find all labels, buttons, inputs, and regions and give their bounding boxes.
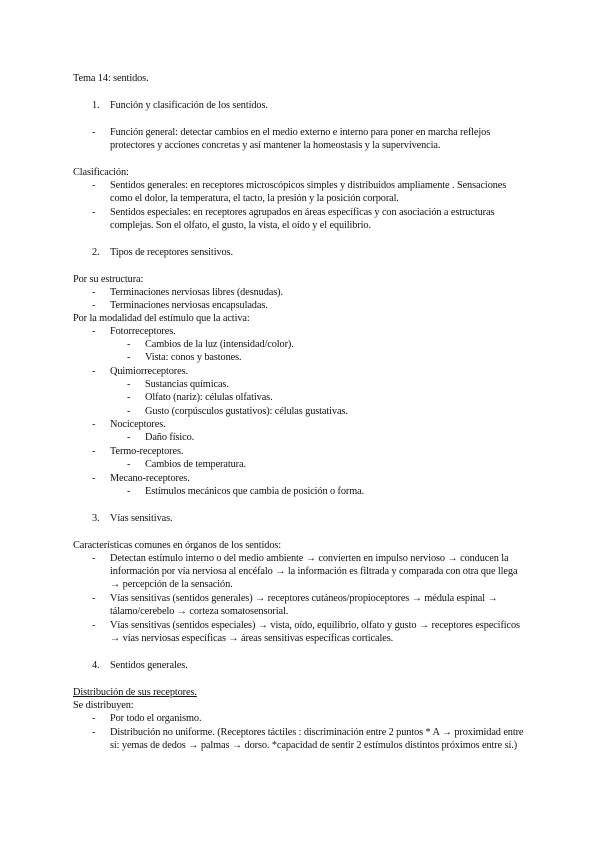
estructura-label: Por su estructura: [73,274,144,285]
caracteristicas-item: Detectan estímulo interno o del medio ambiente → convierten en impulso nervioso → conducen la [110,553,509,564]
modalidad-subitem: Cambios de temperatura. [145,459,246,470]
distribucion-item: sí: yemas de dedos → palmas → dorso. *capacidad de sentir 2 estímulos distintos próximos entre sí.) [110,740,518,751]
caracteristicas-item: Vías sensitivas (sentidos generales) → receptores cutáneos/propioceptores → médula espinal → [110,593,498,604]
section-1-heading: Función y clasificación de los sentidos. [110,100,268,111]
modalidad-subitem: Sustancias químicas. [145,379,229,390]
caracteristicas-item: → percepción de la sensación. [110,579,233,590]
bullet-dash: - [92,727,96,738]
clasificacion-label: Clasificación: [73,167,129,178]
bullet-dash: - [92,300,96,311]
clasificacion-item: Sentidos especiales: en receptores agrupados en áreas específicas y con asociación a estructuras [110,207,495,218]
sub-bullet-dash: - [127,339,131,350]
section-4-heading: Sentidos generales. [110,660,188,671]
bullet-dash: - [92,207,96,218]
sub-bullet-dash: - [127,352,131,363]
section-4-number: 4. [92,660,100,671]
bullet-dash: - [92,326,96,337]
bullet-dash: - [92,620,96,631]
section-3-heading: Vías sensitivas. [110,513,173,524]
se-distribuyen-label: Se distribuyen: [73,700,134,711]
bullet-dash: - [92,287,96,298]
caracteristicas-item: Vías sensitivas (sentidos especiales) → vista, oído, equilibrio, olfato y gusto → receptores específicos [110,620,520,631]
bullet-dash: - [92,593,96,604]
modalidad-item: Nociceptores. [110,419,166,430]
bullet-dash: - [92,446,96,457]
modalidad-subitem: Vista: conos y bastones. [145,352,242,363]
distribucion-item: Distribución no uniforme. (Receptores táctiles : discriminación entre 2 puntos * A → proximidad entre [110,727,524,738]
sub-bullet-dash: - [127,406,131,417]
bullet-dash: - [92,419,96,430]
clasificacion-item: complejas. Son el olfato, el gusto, la vista, el oído y el equilibrio. [110,220,371,231]
funcion-general-line: protectores y acciones concretas y así mantener la homeostasis y la supervivencia. [110,140,441,151]
estructura-item: Terminaciones nerviosas encapsuladas. [110,300,268,311]
distribucion-heading: Distribución de sus receptores. [73,687,197,698]
bullet-dash: - [92,553,96,564]
sub-bullet-dash: - [127,459,131,470]
sub-bullet-dash: - [127,486,131,497]
modalidad-item: Mecano-receptores. [110,473,190,484]
modalidad-subitem: Daño físico. [145,432,195,443]
sub-bullet-dash: - [127,432,131,443]
distribucion-item: Por todo el organismo. [110,713,202,724]
funcion-general-line: Función general: detectar cambios en el medio externo e interno para poner en marcha reflejos [110,127,491,138]
bullet-dash: - [92,127,96,138]
clasificacion-item: Sentidos generales: en receptores microscópicos simples y distribuidos ampliamente . Sensaciones [110,180,507,191]
modalidad-subitem: Olfato (nariz): células olfativas. [145,392,273,403]
caracteristicas-item: tálamo/cerebelo → corteza somatosensorial. [110,606,289,617]
section-2-number: 2. [92,247,100,258]
bullet-dash: - [92,473,96,484]
bullet-dash: - [92,180,96,191]
section-3-number: 3. [92,513,100,524]
modalidad-item: Termo-receptores. [110,446,184,457]
caracteristicas-label: Características comunes en órganos de los sentidos: [73,540,282,551]
modalidad-item: Quimiorreceptores. [110,366,188,377]
section-2-heading: Tipos de receptores sensitivos. [110,247,233,258]
modalidad-item: Fotorreceptores. [110,326,176,337]
modalidad-label: Por la modalidad del estímulo que la activa: [73,313,250,324]
bullet-dash: - [92,366,96,377]
section-1-number: 1. [92,100,100,111]
estructura-item: Terminaciones nerviosas libres (desnudas). [110,287,283,298]
sub-bullet-dash: - [127,392,131,403]
sub-bullet-dash: - [127,379,131,390]
modalidad-subitem: Estímulos mecánicos que cambia de posición o forma. [145,486,365,497]
modalidad-subitem: Gusto (corpúsculos gustativos): células gustativas. [145,406,348,417]
clasificacion-item: como el dolor, la temperatura, el tacto, la presión y la posición corporal. [110,193,399,204]
caracteristicas-item: información por vía nerviosa al encéfalo → la información es filtrada y comparada con otra que llega [110,566,518,577]
bullet-dash: - [92,713,96,724]
modalidad-subitem: Cambios de la luz (intensidad/color). [145,339,294,350]
caracteristicas-item: → vías nerviosas específicas → áreas sensitivas específicas corticales. [110,633,394,644]
document-title: Tema 14: sentidos. [73,73,149,84]
